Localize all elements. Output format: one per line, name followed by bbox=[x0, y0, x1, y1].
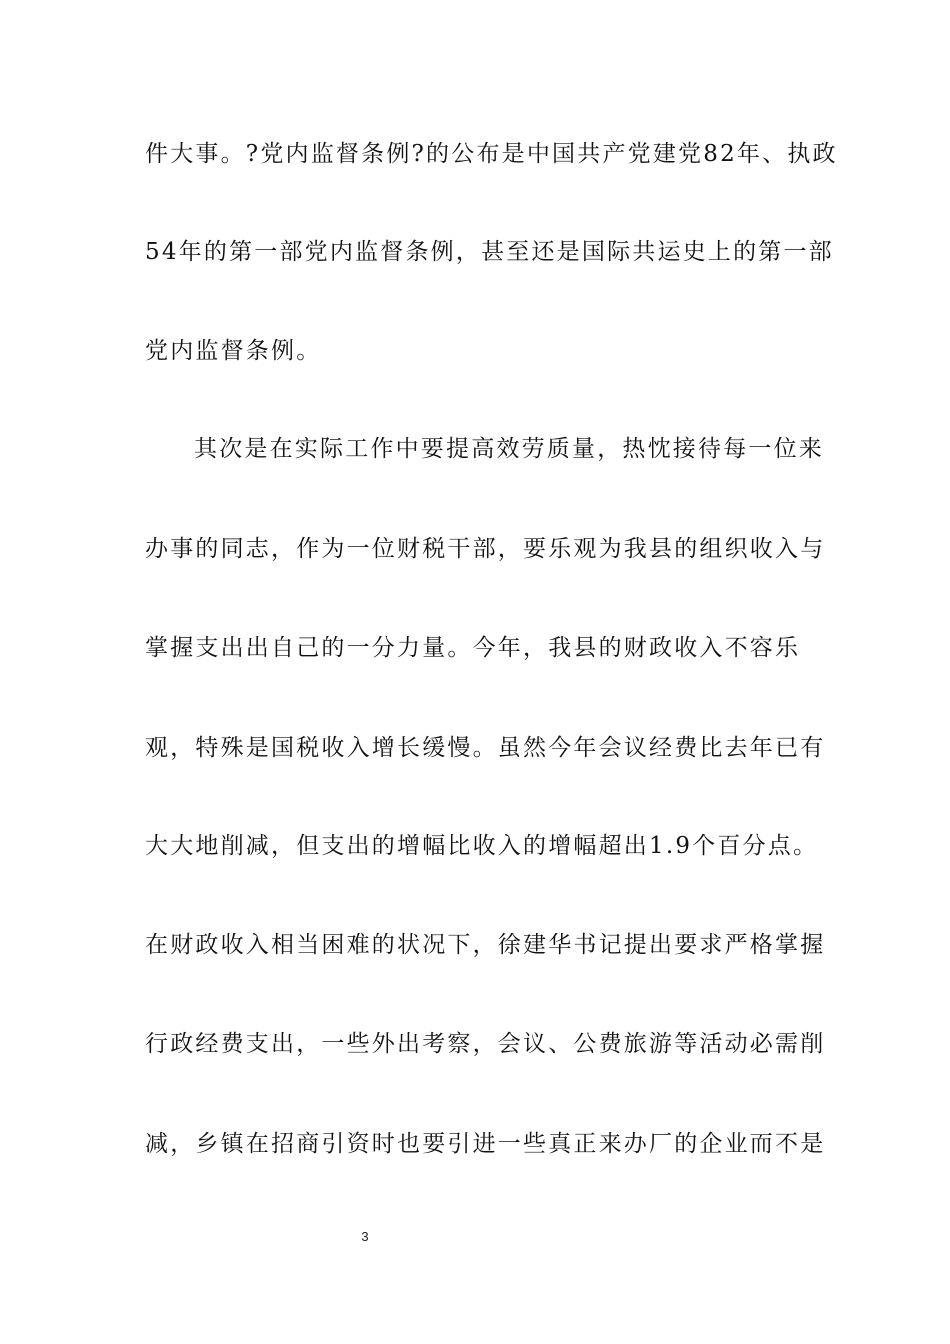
text-line-7: 观，特殊是国税收入增长缓慢。虽然今年会议经费比去年已有 bbox=[145, 735, 826, 761]
text-line-1: 件大事。?党内监督条例?的公布是中国共产党建党82年、执政 bbox=[145, 141, 838, 167]
text-line-4-paragraph-start: 其次是在实际工作中要提高效劳质量，热忱接待每一位来 bbox=[194, 436, 824, 462]
text-line-11: 减，乡镇在招商引资时也要引进一些真正来办厂的企业而不是 bbox=[145, 1131, 826, 1157]
text-line-6: 掌握支出出自己的一分力量。今年，我县的财政收入不容乐 bbox=[145, 635, 801, 661]
page-number: 3 bbox=[361, 1229, 369, 1244]
text-line-3: 党内监督条例。 bbox=[145, 338, 322, 364]
text-line-10: 行政经费支出，一些外出考察，会议、公费旅游等活动必需削 bbox=[145, 1031, 826, 1057]
text-line-9: 在财政收入相当困难的状况下，徐建华书记提出要求严格掌握 bbox=[145, 932, 826, 958]
text-line-8: 大大地削减，但支出的增幅比收入的增幅超出1.9个百分点。 bbox=[145, 833, 819, 859]
text-line-2: 54年的第一部党内监督条例，甚至还是国际共运史上的第一部 bbox=[145, 239, 834, 265]
text-line-5: 办事的同志，作为一位财税干部，要乐观为我县的组织收入与 bbox=[145, 536, 826, 562]
